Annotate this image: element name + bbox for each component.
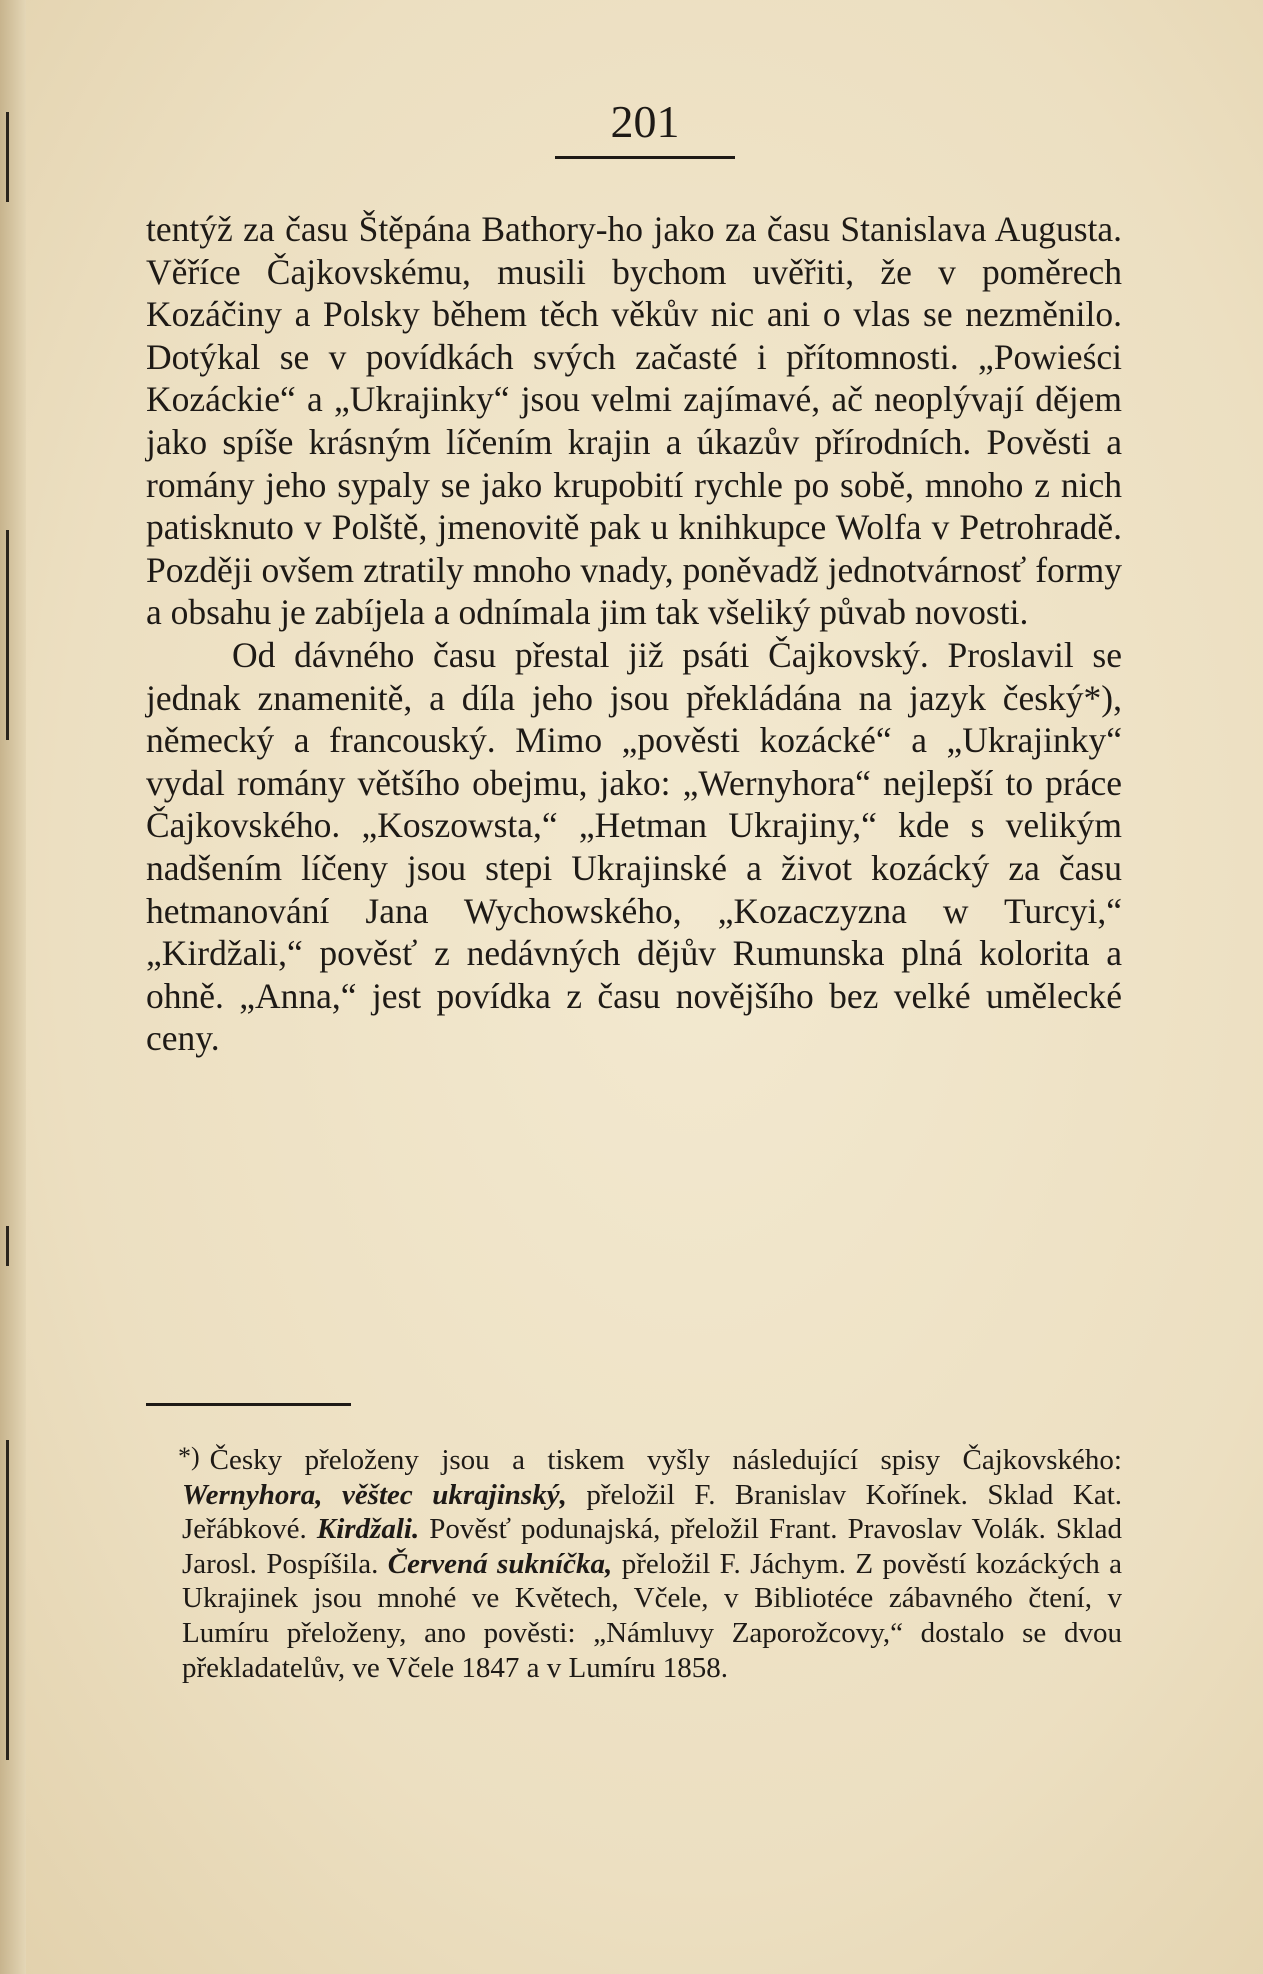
- footnote-text: přeložil F. Branislav Kořínek. Sklad Kat. Jeřábkové.: [182, 1478, 1122, 1546]
- footnote-text: přeložil F. Jáchym. Z pověstí kozáckých a Ukrajinek jsou mnohé ve Květech, Včele, v Bibliotéce zábavného čtení, v Lumíru přeloženy, ano pověsti: „Námluvy Zaporožcovy,“ dostalo se dvou překladatelův, ve Včele 1847 a v Lumíru 1858.: [182, 1547, 1123, 1684]
- footnote-text: Pověsť podunajská, přeložil Frant. Pravoslav Volák. Sklad Jarosl. Pospíšila.: [182, 1513, 1122, 1580]
- margin-mark: [6, 112, 9, 202]
- margin-mark: [6, 1226, 9, 1266]
- margin-mark: [6, 1440, 9, 1760]
- main-text: [146, 208, 1122, 1060]
- footnote-text: Česky přeloženy jsou a tiskem vyšly následující spisy Čajkovského:: [209, 1444, 1122, 1476]
- footnote-marker: *): [178, 1442, 200, 1471]
- page-gutter: [0, 0, 26, 1974]
- margin-mark: [6, 530, 9, 740]
- footnote: [178, 1440, 1123, 1685]
- page-number-rule: [555, 156, 735, 159]
- footnote-work-title: Kirdžali.: [316, 1513, 420, 1546]
- footnote-rule: [146, 1403, 351, 1406]
- page-number: 201: [610, 96, 680, 147]
- paragraph: Od dávného času přestal již psáti Čajkovský. Proslavil se jednak znamenitě, a díla jeho jsou překládána na jazyk český*), německý a francouský. Mimo „pověsti kozácké“ a „Ukrajinky“ vydal romány většího obejmu, jako: „Wernyhora“ nejlepší to práce Čajkovského. „Koszowsta,“ „Hetman Ukrajiny,“ kde s velikým nadšením líčeny jsou stepi Ukrajinské a život kozácký za času hetmanování Jana Wychowského, „Kozaczyzna w Turcyi,“ „Kirdžali,“ pověsť z nedávných dějův Rumunska plná kolorita a ohně. „Anna,“ jest povídka z času novějšího bez velké umělecké ceny.: [146, 634, 1122, 1059]
- footnote-work-title: Wernyhora, věštec ukrajinský,: [182, 1478, 567, 1511]
- footnote-work-title: Červená sukníčka,: [387, 1547, 613, 1580]
- paragraph: tentýž za času Štěpána Bathory-ho jako za času Stanislava Augusta. Věříce Čajkovskému, musili bychom uvěřiti, že v poměrech Kozáčiny a Polsky během těch věkův nic ani o vlas se nezměnilo. Dotýkal se v povídkách svých začasté i přítomnosti. „Powieści Kozáckie“ a „Ukrajinky“ jsou velmi zajímavé, ač neoplývají dějem jako spíše krásným líčením krajin a úkazův přírodních. Pověsti a romány jeho sypaly se jako krupobití rychle po sobě, mnoho z nich patisknuto v Polště, jmenovitě pak u knihkupce Wolfa v Petrohradě. Později ovšem ztratily mnoho vnady, poněvadž jednotvárnosť formy a obsahu je zabíjela a odnímala jim tak všeliký půvab novosti.: [146, 209, 1122, 633]
